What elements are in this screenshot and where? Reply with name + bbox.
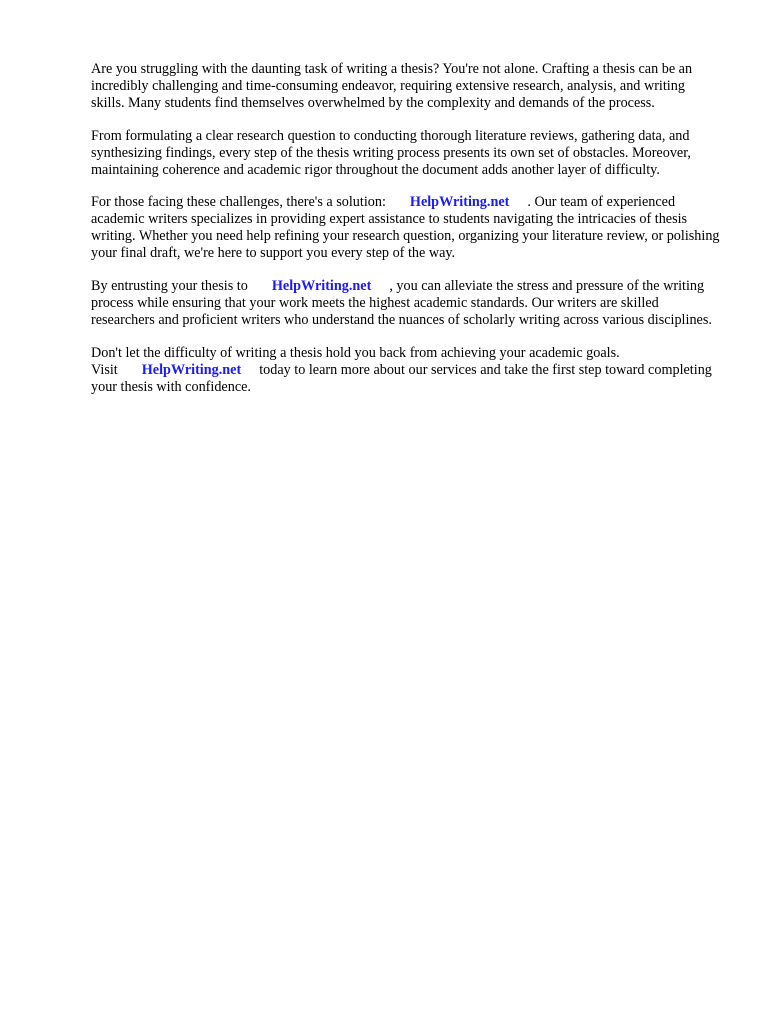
helpwriting-link-2[interactable]: HelpWriting.net (271, 278, 372, 295)
entrust-paragraph (91, 278, 720, 329)
challenges-text: From formulating a clear research question to conducting thorough literature reviews, gathering data, and synthesizing findings, every step of the thesis writing process presents its own set of obstacles. Moreover, maintaining coherence and academic rigor throughout the document adds another layer of difficulty. (91, 127, 691, 178)
intro-text: Are you struggling with the daunting task of writing a thesis? You're not alone. Crafting a thesis can be an incredibly challenging and time-consuming endeavor, requiring extensive research, analysis, and writing skills. Many students find themselves overwhelmed by the complexity and demands of the process. (91, 61, 693, 111)
closing-text-before: Don't let the difficulty of writing a thesis hold you back from achieving your academic goals. Visit (91, 344, 620, 378)
challenges-paragraph (91, 128, 720, 179)
entrust-text-after: , you can alleviate the stress and pressure of the writing process while ensuring that your work meets the highest academic standards. Our writers are skilled researchers and proficient writers who understand the nuances of scholarly writing across various disciplines. (91, 278, 712, 328)
closing-text-after: today to learn more about our services and take the first step toward completing your thesis with confidence. (91, 361, 712, 395)
helpwriting-link-3[interactable]: HelpWriting.net (141, 361, 242, 378)
solution-text-before: For those facing these challenges, there's a solution: (91, 194, 386, 211)
solution-paragraph (91, 194, 720, 262)
solution-text-after: . Our team of experienced academic writers specializes in providing expert assistance to students navigating the intricacies of thesis writing. Whether you need help refining your research question, organizing your literature review, or polishing your final draft, we're here to support you every step of the way. (91, 194, 720, 262)
helpwriting-link-1[interactable]: HelpWriting.net (409, 194, 510, 211)
entrust-text-before: By entrusting your thesis to (91, 278, 248, 295)
intro-paragraph (91, 61, 720, 112)
closing-paragraph (91, 345, 720, 396)
